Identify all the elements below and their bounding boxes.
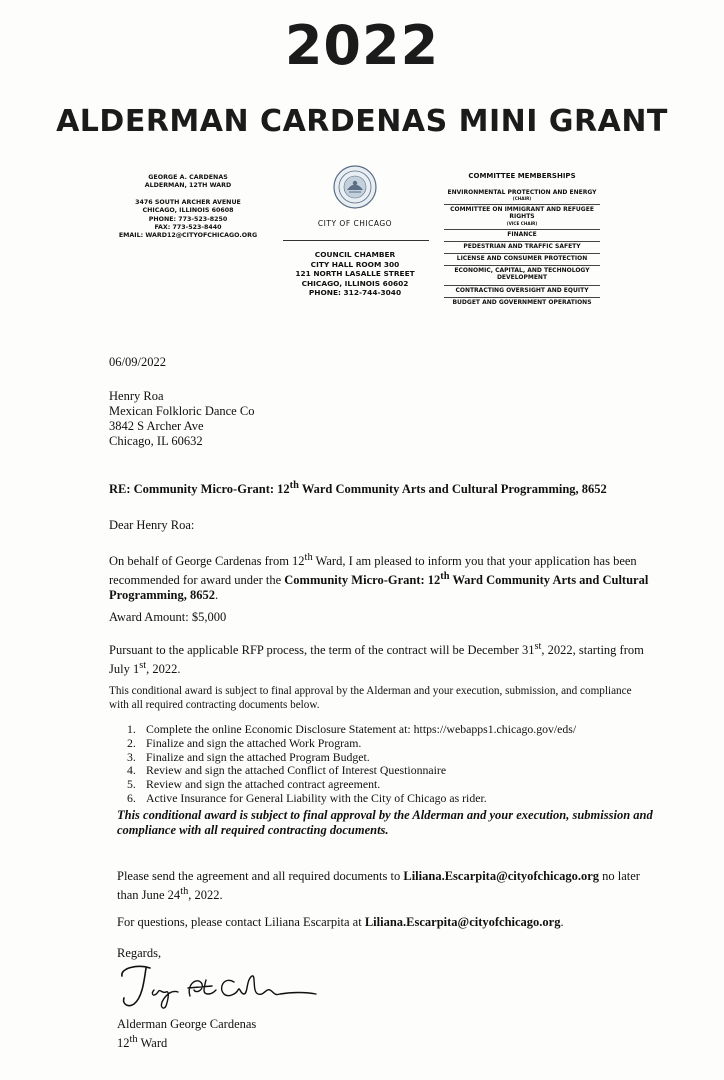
city-of-chicago-label: CITY OF CHICAGO <box>317 219 393 228</box>
ward-address-1: 3476 SOUTH ARCHER AVENUE <box>135 198 241 206</box>
council-chamber-block <box>280 250 430 298</box>
committee-item: ECONOMIC, CAPITAL, AND TECHNOLOGY DEVELOPMENT <box>444 266 600 285</box>
submission-paragraph: Please send the agreement and all required documents to Liliana.Escarpita@cityofchicago.org no later than June 24th, 2022. <box>117 869 640 903</box>
year-heading: 2022 <box>284 14 440 77</box>
ward-phone: PHONE: 773-523-8250 <box>148 215 228 223</box>
closing: Regards, <box>117 946 162 960</box>
council-line-4: CHICAGO, ILLINOIS 60602 <box>301 278 409 288</box>
committee-item: FINANCE <box>444 230 600 242</box>
recipient-street: 3842 S Archer Ave <box>109 419 204 433</box>
council-line-1: COUNCIL CHAMBER <box>314 250 396 259</box>
award-notice-paragraph: On behalf of George Cardenas from 12th Ward, I am pleased to inform you that your application has been recommended for award under the Community Micro-Grant: 12th Ward Community Arts and Cultural Programming, 8652. <box>109 552 649 603</box>
committee-item: COMMITTEE ON IMMIGRANT AND REFUGEE RIGHTS (VICE CHAIR) <box>444 205 600 229</box>
contact-email: Liliana.Escarpita@cityofchicago.org <box>403 869 599 883</box>
signature-image <box>116 962 321 1012</box>
alderman-ward: ALDERMAN, 12TH WARD <box>144 182 232 190</box>
committee-item: BUDGET AND GOVERNMENT OPERATIONS <box>452 298 592 306</box>
recipient-name: Henry Roa <box>109 389 164 403</box>
letterhead-divider <box>283 240 429 241</box>
ward-fax: FAX: 773-523-8440 <box>154 224 222 232</box>
recipient-organization: Mexican Folkloric Dance Co <box>109 404 255 418</box>
emphasis-paragraph: This conditional award is subject to final approval by the Alderman and your execution, submission and compliance with all required contracting documents. <box>117 808 653 837</box>
list-item: 5. Review and sign the attached contract agreement. <box>127 777 381 792</box>
council-line-2: CITY HALL ROOM 300 <box>310 259 400 269</box>
salutation: Dear Henry Roa: <box>109 518 195 532</box>
requirements-list <box>127 723 576 806</box>
committees-title: COMMITTEE MEMBERSHIPS <box>468 172 576 180</box>
subject-line: RE: Community Micro-Grant: 12th Ward Community Arts and Cultural Programming, 8652 <box>109 480 607 497</box>
signer-name: Alderman George Cardenas <box>117 1017 257 1031</box>
alderman-contact-block <box>108 174 268 241</box>
alderman-name: GEORGE A. CARDENAS <box>148 174 228 181</box>
contact-email: Liliana.Escarpita@cityofchicago.org <box>364 915 561 929</box>
council-line-5: PHONE: 312-744-3040 <box>308 288 402 297</box>
award-amount: Award Amount: $5,000 <box>109 610 227 624</box>
list-item: 1. Complete the online Economic Disclosure Statement at: https://webapps1.chicago.gov/eds/ <box>127 722 577 736</box>
committee-item: CONTRACTING OVERSIGHT AND EQUITY <box>444 286 600 298</box>
recipient-city: Chicago, IL 60632 <box>109 434 203 448</box>
list-item: 6. Active Insurance for General Liability with the City of Chicago as rider. <box>127 790 487 805</box>
list-item: 4. Review and sign the attached Conflict of Interest Questionnaire <box>127 763 447 778</box>
committee-item: LICENSE AND CONSUMER PROTECTION <box>444 254 600 266</box>
committee-item: PEDESTRIAN AND TRAFFIC SAFETY <box>444 242 600 254</box>
letter-date: 06/09/2022 <box>109 355 166 369</box>
grant-title: ALDERMAN CARDENAS MINI GRANT <box>56 104 668 139</box>
committee-item: ENVIRONMENTAL PROTECTION AND ENERGY (CHAIR) <box>444 188 600 205</box>
ward-email: EMAIL: WARD12@CITYOFCHICAGO.ORG <box>118 232 258 240</box>
list-item: 2. Finalize and sign the attached Work Program. <box>127 735 362 750</box>
ward-address-2: CHICAGO, ILLINOIS 60608 <box>142 207 234 215</box>
committee-memberships <box>444 172 600 309</box>
recipient-address <box>109 389 254 449</box>
city-seal-icon <box>333 165 377 209</box>
council-line-3: 121 NORTH LASALLE STREET <box>295 269 415 278</box>
conditions-paragraph: This conditional award is subject to final approval by the Alderman and your execution, submission, and compliance with all required contracting documents below. <box>109 685 632 711</box>
contract-term-paragraph: Pursuant to the applicable RFP process, the term of the contract will be December 31st, 2022, starting from July 1st, 2022. <box>109 641 644 677</box>
signer-ward: 12th Ward <box>117 1034 168 1051</box>
list-item: 3. Finalize and sign the attached Program Budget. <box>127 749 370 764</box>
questions-paragraph: For questions, please contact Liliana Escarpita at Liliana.Escarpita@cityofchicago.org. <box>117 915 564 929</box>
